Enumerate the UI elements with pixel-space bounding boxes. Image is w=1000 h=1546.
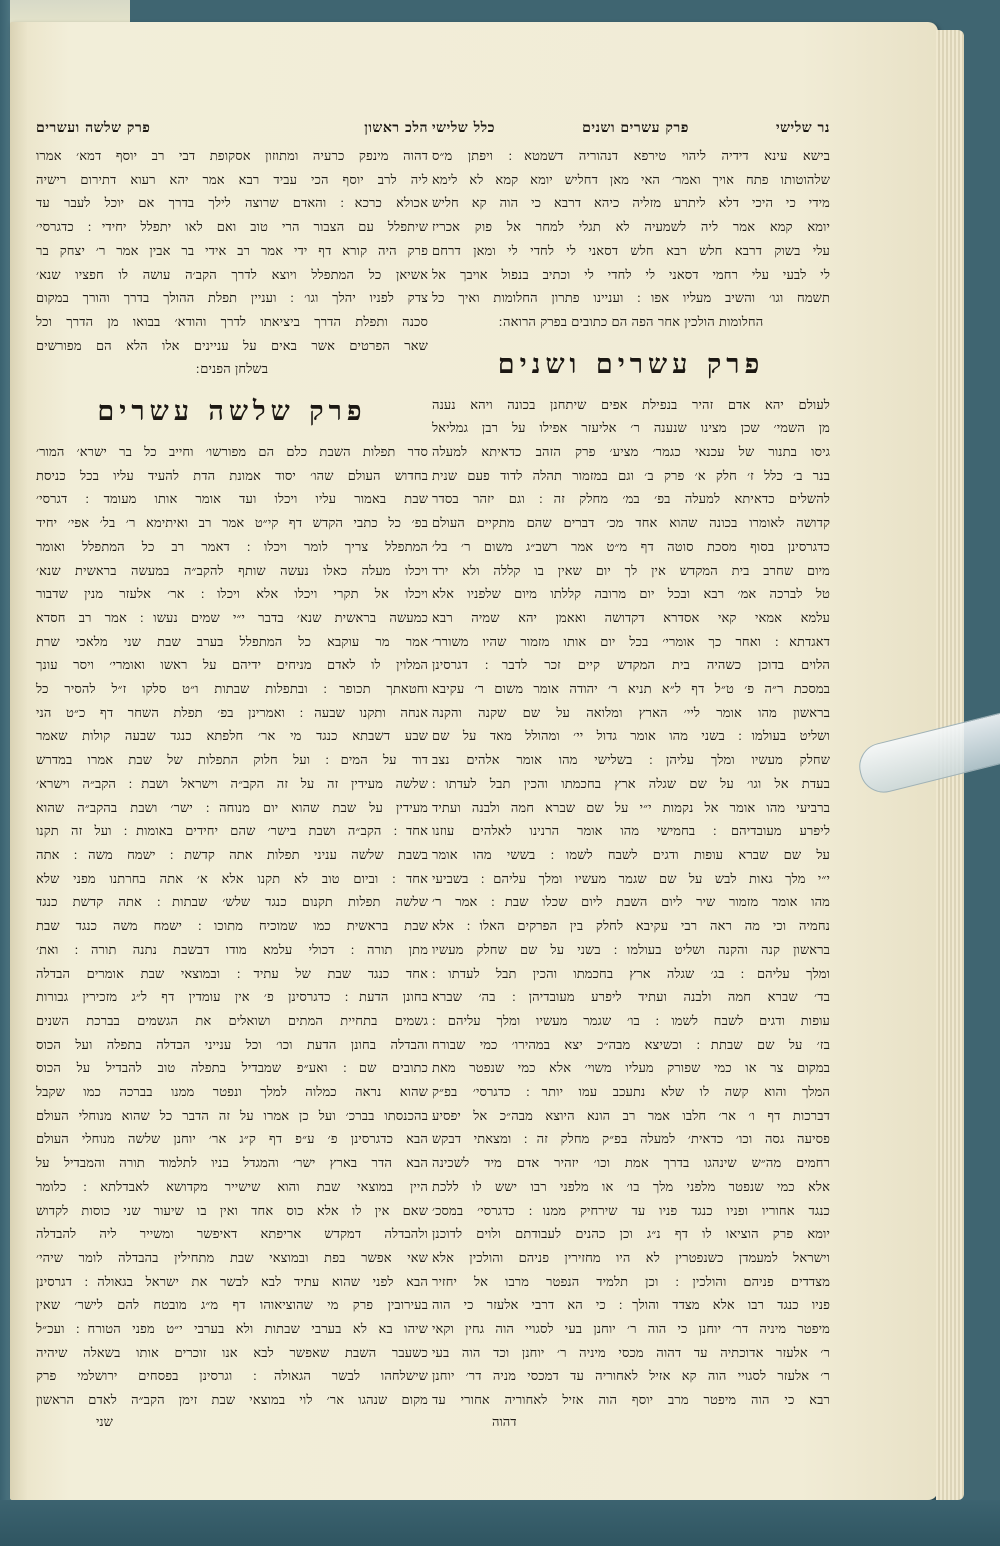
text-line: רבא כי הוה מיפטר מרב יוסף הוה אזיל לאחוריה אחורי עד xyxy=(432,1393,830,1409)
text-line: כנגד אחוריו ופניו כנגד פניו עד שירחיק ממנו ׃ כדגרסי׳ במסכ׳ xyxy=(432,1203,830,1219)
text-line: ויכלו אל תקרי ויכלו אלא ויכלו ׃ אר׳ אלעזר מנין שדבור xyxy=(36,587,428,603)
text-line: המלך והוא קשה לו שלא נתעכב עמו יותר ׃ כדגרסי׳ בפ״ק xyxy=(432,1085,830,1101)
text-line: שלשה תפלות תקנום כנגד שלש׳ שבתות ׃ אתה קדשת כנגד xyxy=(36,895,428,911)
right-running-head xyxy=(432,120,830,137)
text-line: שבת בראשית כמו שמוכיח מתוכו ׃ ישמח משה כנגד שבת xyxy=(36,919,428,935)
chapter-title: פרק שלשה עשרים xyxy=(97,396,367,428)
text-line: ברביעי מהו אומר אל נקמות י״י על שם שברא חמה ולבנה ועתיד xyxy=(432,800,830,816)
text-line: מידי כי היכי דלא ליתרע מזליה כיהא דרבא כי הוה קא חליש xyxy=(432,196,830,212)
text-line: המלוין לו לאדם מניחים ידיהם על ראשו ואומרי׳ ויסר עונך xyxy=(36,658,428,674)
text-line: בחדוש העולם שהו׳ יסוד אמונת הדת להעיד עליו בכל כניסת xyxy=(36,468,428,484)
text-line: דאגדתא ׃ ואחר כך אומרי׳ בכל יום אותו מזמור שהיו משורר׳ xyxy=(432,634,830,650)
text-line: צדק לפניו יהלך וגו׳ ׃ ועניין תפלת ההולך בדרך והורך במקום xyxy=(36,291,428,307)
text-line: בעדת אל וגו׳ על שם שגלה ארץ בחכמתו והכין תבל לעדתו ׃ xyxy=(432,776,830,792)
text-line: ר׳ אלעזר אדוכתיה עד דהוה מכסי מיניה ר׳ יוחנן וכד הוה בעי xyxy=(432,1345,830,1361)
text-line: יומא קמא אמר ליה לשמעיה לא תגלי למחר אל פוק אכריז xyxy=(432,220,830,236)
text-line: בישא עינא דידיה ליהוי טירפא דנהוריה דשמטא ׃ ויפתן מ״ס xyxy=(432,149,830,164)
text-line: ולהבדלה דמקדש אריפתא דאיפשר ומשייר ליה להבדלה xyxy=(36,1227,428,1243)
right-text-column xyxy=(432,120,830,1433)
text-line: אכולא כרכא ׃ והאדם שרוצה לילך בדרך אם יוכל לעבר עד xyxy=(36,196,428,212)
running-head-item: פרק שלשה ועשרים xyxy=(36,120,151,136)
text-line: במקום צר או כמי שפורק מעליו משוי׳ אלא כמי שנפטר מאת xyxy=(432,1061,830,1077)
text-line: פניו כנגד רבו אלא מצדד והולך ׃ כי הא דרבי אלעזר כי הוה xyxy=(432,1298,830,1314)
text-line: מקום שנהגו אר׳ לוי במוצאי שבת זימן הקב״ה לאדם הראשון xyxy=(36,1393,428,1409)
paragraph-end-line: בשלחן הפנים ׃ xyxy=(195,362,269,378)
text-line: קדושה לאומרו בכונה שהוא אחד מכ׳ דברים שהם מתקיים העולם xyxy=(432,516,830,532)
text-line: ליפרע מעובדיהם ׃ בחמישי מהו אומר הרנינו לאלהים עוזנו xyxy=(432,824,830,840)
text-line: הבא כדגרסינן פ׳ ע״פ דף ק״ג אר׳ יוחנן שלשה מנוחלי העולם xyxy=(36,1132,428,1148)
text-line: גיסו בתנור של עכנאי כגמר׳ מציע׳ פרק הזהב כדאיתא למעלה xyxy=(432,445,830,461)
text-line: הלוים בדוכן כשהיה בית המקדש קיים זכר לדבר ׃ דגרסינן xyxy=(432,658,830,674)
text-line: אחד כנגד שבת של עתיד ׃ ובמוצאי שבת אומרים הבדלה xyxy=(36,966,428,982)
left-running-head xyxy=(36,120,428,137)
text-line: נחמיה וכי מה ראה רבי עקיבא לחלק בין הפרקים האלו ׃ אלא xyxy=(432,919,830,935)
text-line: סדר תפלות השבת כלם הם מפורשו׳ וחייב כל בר ישרא׳ המור׳ xyxy=(36,445,428,461)
scan-bottom-strip xyxy=(0,1500,1000,1546)
text-line: ומלך עליהם ׃ בג׳ שגלה ארץ בחכמתו והכין תבל לעדתו ׃ xyxy=(432,966,830,982)
text-line: וחטאתך תכופר ׃ ובתפלות שבתות ו״ט סלקו ז״ל להסיר כל xyxy=(36,682,428,698)
text-line: הבא הדר בארץ ישר׳ והמגדל בניו לתלמוד תורה והמבדיל על xyxy=(36,1156,428,1172)
right-main-paragraph xyxy=(432,394,830,1413)
text-line: אמר מר עוקבא כל המתפלל בערב שבת שני מלאכי שרת xyxy=(36,634,428,650)
text-line: תשמח וגו׳ והשיב מעליו אפו ׃ ועניינו פתרון החלומות ואיך כל xyxy=(432,291,830,307)
text-line: שלשה מעידין זה על זה הקב״ה וישראל ושבת ׃ הקב״ה וישרא׳ xyxy=(36,776,428,792)
left-top-paragraph xyxy=(36,145,428,358)
text-line: דהוה מינפק כרעיה ומתוזון אסקופת דבי רב יוסף דמא׳ אמרו xyxy=(36,149,428,164)
text-line: והבדלה בחונן הדעת וכו׳ וכל ענייני הבדלה בתפלה ועל הכוס xyxy=(36,1037,428,1053)
text-line: אנחה ותקנו שבעה ׃ ואמרינן בפ׳ תפלת השחר דף כ״ט הני xyxy=(36,705,428,721)
text-line: כתובים שם ׃ ואע״פ שמבדיל בתפלה טוב להבדיל על הכוס xyxy=(36,1061,428,1077)
text-line: בראשון מהו אומר ליי׳ הארץ ומלואה על שם שקנה והקנה xyxy=(432,705,830,721)
text-line: בנר ב׳ כלל ז׳ חלק א׳ פרק ב׳ וגם במזמור תהלה לדוד פעם שנית xyxy=(432,468,830,484)
text-line: כשעבר השבת שאפשר לבא אנו זוכרים אותו בשאלה שיהיה xyxy=(36,1345,428,1361)
text-line: בפ׳ כל כתבי הקדש דף קי״ט אמר רב ואיתימא ר׳ בל׳ אפי׳ יחיד xyxy=(36,516,428,532)
text-line: על שם שברא עופות ודגים לשבח לשמו ׃ בששי מהו אומר xyxy=(432,847,830,863)
text-line: עלמא אמאי קאי אסדרא דקדושה ואאמן יהא שמיה רבא xyxy=(432,610,830,626)
text-line: רחמים מה״ש שינהגו בדרך אמת וכו׳ יזהיר אדם מיד לשכינה xyxy=(432,1156,830,1172)
text-line: בעירובין פרק מי שהוציאוהו דף מ״ג מובטח להם לישר׳ שאין xyxy=(36,1298,428,1314)
text-line: פרק היה קורא דף ידי אמר רב אידי בר אבין אמר ר׳ יצחק בר xyxy=(36,243,428,259)
text-line: דוד על המים ׃ ועל חלוק התפלות של שבת אמרו במדרש xyxy=(36,753,428,769)
text-line: סכנה ותפלת הדרך ביציאתו לדרך והודא׳ בבואו מן הדרך וכל xyxy=(36,314,428,330)
text-line: גשמים בתחיית המתים ושואלים את הגשמים בברכת השנים xyxy=(36,1013,428,1029)
text-line: בד׳ שברא חמה ולבנה ועתיד ליפרע מעובדיהן ׃ בה׳ שברא xyxy=(432,990,830,1006)
text-line: שלהוטותו פתח אויך ואמר׳ האי מאן דחליש יומא קמא לא לימא xyxy=(432,172,830,188)
text-line: הבא לפני שהוא עתיד לבא לבשר את ישראל בגאולה ׃ דגרסינן xyxy=(36,1274,428,1290)
paragraph-end-line: החלומות הולכין אחר הפה הם כתובים בפרק הרואה ׃ xyxy=(498,314,764,330)
text-line: בראשון קנה והקנה ושליט בעולמו ׃ בשני על שם שחלק מעשיו xyxy=(432,942,830,958)
running-head-item: פרק עשרים ושנים xyxy=(582,120,689,136)
running-head-item: כלל שלישי xyxy=(432,120,496,136)
text-line: יומא פרק הוציאו לו דף נ״ג וכן כהנים לעבודתם ולוים לדוכנן xyxy=(432,1227,830,1243)
text-line: אחד ׃ הקב״ה ושבת בישר׳ שהם יחידים באומות ׃ ועל זה תקנו xyxy=(36,824,428,840)
running-head-item: הלכ ראשון xyxy=(364,120,428,136)
left-text-column xyxy=(36,120,428,1433)
text-line: דברכות דף ו׳ אר׳ חלבו אמר רב הונא היוצא מבה״כ אל יפסיע xyxy=(432,1108,830,1124)
text-line: שבע דשבתא כנגד מי אר׳ חלפתא כנגד שבעה קולות שאמר xyxy=(36,729,428,745)
right-top-paragraph xyxy=(432,145,830,311)
text-line: שבת באמור עליו ויכלו ועד אומר אותו מעומד ׃ דגרסי׳ xyxy=(36,492,428,508)
catchword: דהוה xyxy=(492,1414,517,1430)
text-line: אלא כמי שנפטר מלפני מלך בו׳ או מלפני רבו ישש לו ללכת xyxy=(432,1179,830,1195)
text-line: כדגרסינן בסוף מסכת סוטה דף מ״ט אמר רשב״ג משום ר׳ בל׳ xyxy=(432,539,830,555)
text-line: בז׳ על שם שבתת ׃ וכשיצא מבה״כ יצא במהירו׳ כמי שבורח xyxy=(432,1037,830,1053)
text-line: שיתפלל עם הצבור הרי טוב ואם לאו יתפלל יחידי ׃ כדגרסי׳ xyxy=(36,220,428,236)
chapter-title: פרק עשרים ושנים xyxy=(497,348,765,380)
catchword: שני xyxy=(96,1414,113,1430)
text-line: ושליט בעולמו ׃ בשני מהו אומר גדול יי׳ ומהולל מאד על שם xyxy=(432,729,830,745)
running-head-item: נר שלישי xyxy=(775,120,830,136)
text-line: שאי אפשר בפת ובמוצאי שבת מתחילין בהבדלה לומר שיהי׳ xyxy=(36,1250,428,1266)
text-line: מהו אומר מזמור שיר ליום השבת ליום שכלו שבת ׃ אמר ר׳ xyxy=(432,895,830,911)
text-line: וישראל למעמדן כשנפטרין לא היו מחזירין פניהם והולכין אלא xyxy=(432,1250,830,1266)
text-line: לי לבעי עלי רחמי דסאני לי לחדי לי וכתיב בנפול אויבך אל xyxy=(432,267,830,283)
text-line: שאם אין לו אלא כוס אחד ואין בו שיעור שני כוסות לקדוש xyxy=(36,1203,428,1219)
text-line: בחונן הדעת ׃ כדגרסינן פ׳ אין עומדין דף ל״ג מזכירין גבורות xyxy=(36,990,428,1006)
text-line: במסכת ר״ה פ׳ ט״ל דף ל״א תניא ר׳ יהודה אומר משום ר׳ עקיבא xyxy=(432,682,830,698)
text-line: כמעשה בראשית שנא׳ בדבר י״י שמים נעשו ׃ אמר רב חסדא xyxy=(36,610,428,626)
text-line: עופות ודגים לשבח לשמו ׃ בו׳ שגמר מעשיו ומלך עליהם ׃ xyxy=(432,1013,830,1029)
text-line: מתן תורה ׃ דכולי עלמא מודו דבשבת נתנה תורה ׃ ואת׳ xyxy=(36,942,428,958)
text-line: עלי בשוק דרבא חלש רבא חלש דסאני לי לחדי לי ומאן דרחם xyxy=(432,243,830,259)
text-line: ר׳ אלעזר לסגויי הוה קא אזיל לאחוריה עד דמכסי מניה דר׳ יוחנן xyxy=(432,1369,830,1385)
text-line: טל לברכה אמ׳ רבא ובכל יום מרובה קללתו מיום שלפניו אלא xyxy=(432,587,830,603)
text-line: היין במוצאי שבת והוא שישייר מקדושא לאבדלתא ׃ כלומר xyxy=(36,1179,428,1195)
text-line: ליה לרב יוסף הכי עביד רבא אמר יהא רעוא דתירום רישיה xyxy=(36,172,428,188)
text-line: מיום שחרב בית המקדש אין לך יום שאין בו קללה ולא ירד xyxy=(432,563,830,579)
text-line: י״י מלך גאות לבש על שם שגמר מעשיו ומלך עליהם ׃ בשביעי xyxy=(432,871,830,887)
text-line: שהוא נראה כמלוה למלך ונפטר ממנו בברכה כמו שקבל xyxy=(36,1085,428,1101)
text-line: מן השמי׳ שכן מצינו שנענה ר׳ אליעזר אפילו על רבן גמליאל xyxy=(432,421,830,437)
text-line: מיפטר מיניה דר׳ יוחנן כי הוה ר׳ יוחנן בעי לסגויי הוה גחין וקאי xyxy=(432,1322,830,1338)
text-line: מצדדים פניהם והולכין ׃ וכן תלמיד הנפטר מרבו אל יחזיר xyxy=(432,1274,830,1290)
text-line: אשיאן כל המתפלל ויוצא לדרך הקב׳ה עושה לו חפציו שנא׳ xyxy=(36,267,428,283)
text-line: אחד ׃ וביום טוב לא תקנו אלא א׳ אתה בחרתנו מפני שלא xyxy=(36,871,428,887)
text-line: שחלק מעשיו ומלך עליהן ׃ בשלישי מהו אומר אלהים נצב xyxy=(432,753,830,769)
text-line: שיהו בא לא בערבי שבתות ולא בערבי י״ט מפני הטורח ׃ ועכ״ל xyxy=(36,1322,428,1338)
text-line: להשלים כדאיתא למעלה בפ׳ במ׳ מחלק זה ׃ וגם יזהר בסדר xyxy=(432,492,830,508)
text-line: המתפלל צריך לומר ויכלו ׃ דאמר רב כל המתפלל ואומר xyxy=(36,539,428,555)
text-line: בהכנסתו בברכ׳ ועל כן אמרו על זה הדבר כל שהוא מנוחלי העולם xyxy=(36,1108,428,1124)
text-line: שישלחהו לבשר הגאולה ׃ וגרסינן בפסחים ירושלמי פרק xyxy=(36,1369,428,1385)
text-line: לעולם יהא אדם זהיר בנפילת אפים שיתחנן בכונה ויהא נענה xyxy=(432,397,830,413)
text-line: שאר הפרטים אשר באים על עניינים אלו הלא הם מפורשים xyxy=(36,338,428,354)
text-line: בשבת שלשה עניני תפלות אתה קדשת ׃ ישמח משה ׃ אתה xyxy=(36,847,428,863)
left-main-paragraph xyxy=(36,441,428,1413)
text-line: מעידין על שבת שהוא יום מנוחה ׃ ישר׳ ושבת בהקב״ה שהוא xyxy=(36,800,428,816)
text-line: פסיעה גסה וכו׳ כדאית׳ למעלה בפ״ק מחלק זה ׃ ומצאתי דבקש xyxy=(432,1132,830,1148)
text-line: ויכלו מעלה כאלו נעשה שותף להקב״ה במעשה בראשית שנא׳ xyxy=(36,563,428,579)
